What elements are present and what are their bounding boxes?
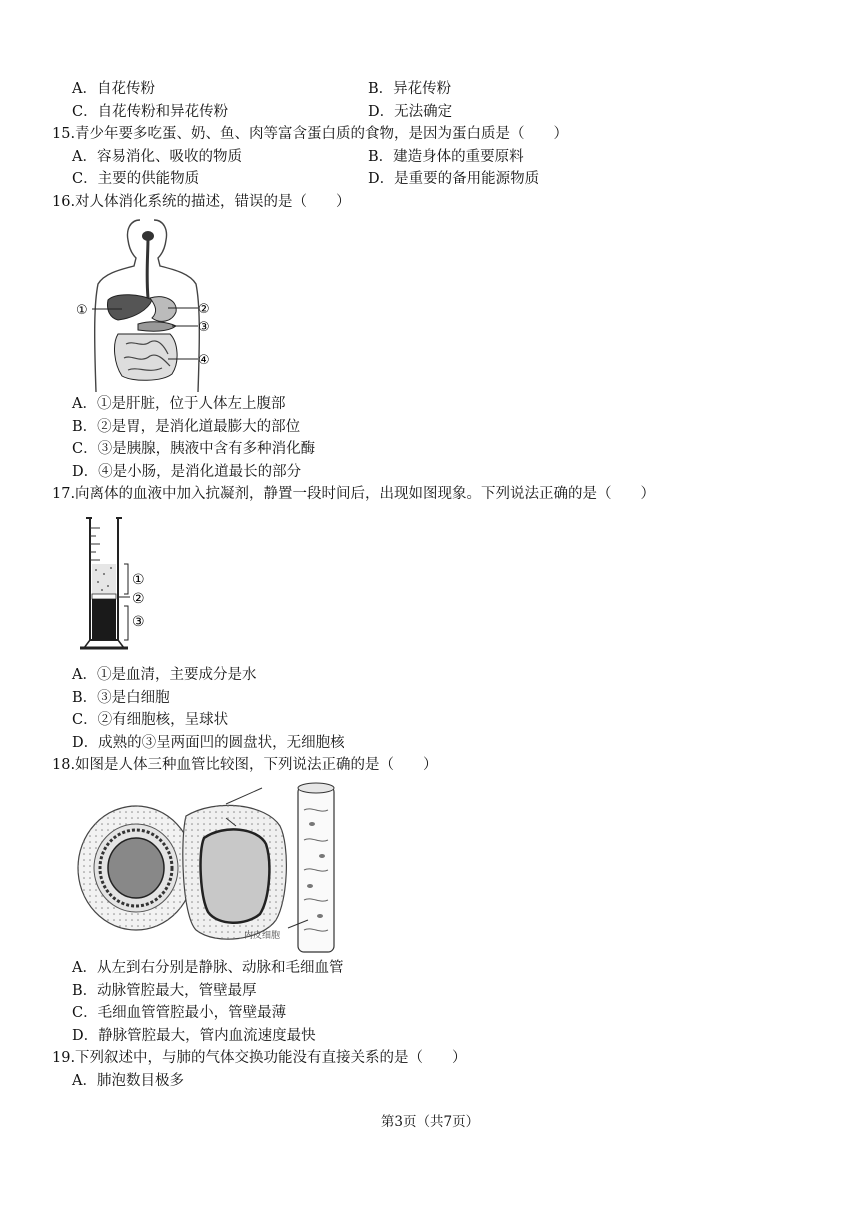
q15-option-d: D．是重要的备用能源物质 (368, 171, 540, 187)
q15-option-b: B．建造身体的重要原料 (368, 149, 524, 165)
figure-label-3: ③ (132, 614, 145, 630)
q16-option-b: B．②是胃，是消化道最膨大的部位 (72, 419, 301, 435)
q15-option-c: C．主要的供能物质 (72, 171, 200, 187)
digestive-system-figure (72, 214, 222, 392)
q18-option-a: A．从左到右分别是静脉、动脉和毛细血管 (72, 960, 344, 976)
figure-label-3: ③ (198, 320, 210, 335)
q16-stem: 16.对人体消化系统的描述，错误的是（ ） (52, 194, 351, 210)
figure-label-1: ① (76, 303, 88, 318)
q19-option-a: A．肺泡数目极多 (72, 1073, 184, 1089)
figure-label-2: ② (198, 302, 210, 317)
q14-option-a: A．自花传粉 (72, 81, 155, 97)
q17-option-b: B．③是白细胞 (72, 690, 170, 706)
blood-tube-figure (76, 510, 186, 656)
q16-option-c: C．③是胰腺，胰液中含有多种消化酶 (72, 441, 316, 457)
q16-option-a: A．①是肝脏，位于人体左上腹部 (72, 396, 286, 412)
q14-option-c: C．自花传粉和异花传粉 (72, 104, 229, 120)
q17-option-a: A．①是血清，主要成分是水 (72, 667, 257, 683)
q18-option-c: C．毛细血管管腔最小，管壁最薄 (72, 1005, 287, 1021)
q17-stem: 17.向离体的血液中加入抗凝剂，静置一段时间后，出现如图现象。下列说法正确的是（ ） (52, 486, 656, 502)
q18-option-d: D．静脉管腔最大，管内血流速度最快 (72, 1028, 316, 1044)
figure-label-2: ② (132, 591, 145, 607)
q15-stem: 15.青少年要多吃蛋、奶、鱼、肉等富含蛋白质的食物，是因为蛋白质是（ ） (52, 126, 569, 142)
q17-option-d: D．成熟的③呈两面凹的圆盘状，无细胞核 (72, 735, 345, 751)
q15-option-a: A．容易消化、吸收的物质 (72, 149, 242, 165)
q18-option-b: B．动脉管腔最大，管壁最厚 (72, 983, 257, 999)
figure-label-4: ④ (198, 353, 210, 368)
q19-stem: 19.下列叙述中，与肺的气体交换功能没有直接关系的是（ ） (52, 1050, 467, 1066)
capillary-caption: 内皮细胞 (244, 931, 281, 941)
q18-stem: 18.如图是人体三种血管比较图，下列说法正确的是（ ） (52, 757, 438, 773)
q14-option-d: D．无法确定 (368, 104, 453, 120)
blood-vessels-figure (76, 780, 346, 956)
q16-option-d: D．④是小肠，是消化道最长的部分 (72, 464, 302, 480)
figure-label-1: ① (132, 572, 145, 588)
page-footer: 第3页（共7页） (380, 1114, 480, 1130)
q14-option-b: B．异花传粉 (368, 81, 452, 97)
q17-option-c: C．②有细胞核，呈球状 (72, 712, 229, 728)
